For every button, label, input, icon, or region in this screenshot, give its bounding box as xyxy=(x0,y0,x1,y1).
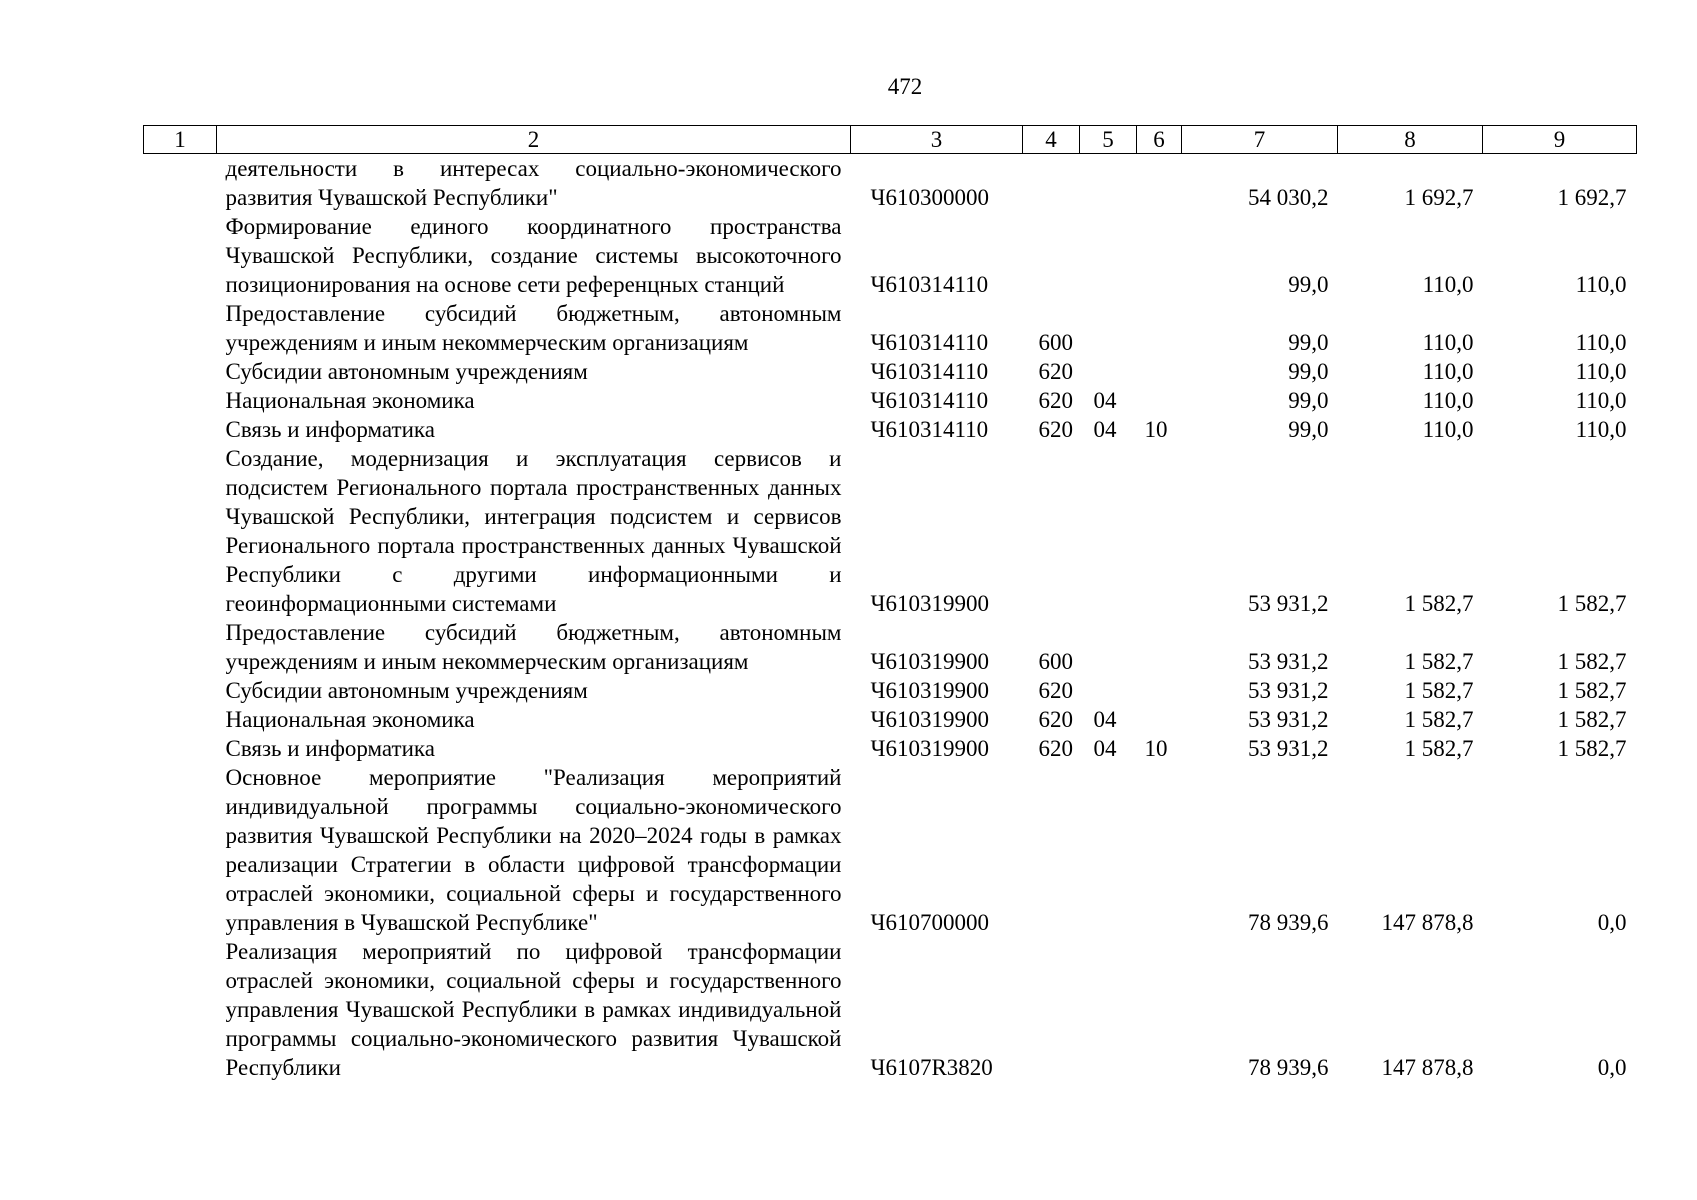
row-description: деятельности в интересах социально-экономического развития Чувашской Республики" xyxy=(225,156,842,210)
row-section: 04 xyxy=(1093,417,1117,442)
row-section: 04 xyxy=(1093,388,1117,413)
row-section xyxy=(1080,618,1137,676)
row-amount-col8: 1 582,7 xyxy=(1404,591,1474,616)
row-subsection xyxy=(1137,763,1182,937)
row-expense-type: 620 xyxy=(1038,359,1073,384)
table-header xyxy=(144,126,1637,154)
row-amount-col7: 78 939,6 xyxy=(1248,1055,1329,1080)
row-amount-col7: 53 931,2 xyxy=(1248,736,1329,761)
row-description: Связь и информатика xyxy=(225,736,435,761)
table-row xyxy=(144,154,1637,213)
row-amount-col7: 78 939,6 xyxy=(1248,910,1329,935)
column-header: 2 xyxy=(217,126,851,154)
row-section xyxy=(1080,444,1137,618)
row-spacer-cell xyxy=(144,357,217,386)
row-amount-col9: 1 582,7 xyxy=(1557,591,1627,616)
row-description: Предоставление субсидий бюджетным, автономным учреждениям и иным некоммерческим организациям xyxy=(225,620,842,674)
row-amount-col7: 99,0 xyxy=(1288,417,1329,442)
row-spacer-cell xyxy=(144,386,217,415)
row-subsection xyxy=(1137,444,1182,618)
row-amount-col9: 0,0 xyxy=(1597,910,1627,935)
row-spacer-cell xyxy=(144,763,217,937)
row-spacer-cell xyxy=(144,937,217,1082)
row-amount-col8: 110,0 xyxy=(1422,417,1474,442)
row-amount-col7: 99,0 xyxy=(1288,272,1329,297)
row-subsection xyxy=(1137,212,1182,299)
row-description: Формирование единого координатного пространства Чувашской Республики, создание системы высокоточного позиционирования на основе сети референцных станций xyxy=(225,214,842,297)
row-spacer-cell xyxy=(144,676,217,705)
row-subsection xyxy=(1137,705,1182,734)
row-expense-type xyxy=(1023,444,1080,618)
row-amount-col8: 147 878,8 xyxy=(1381,1055,1474,1080)
table-row xyxy=(144,734,1637,763)
row-amount-col9: 110,0 xyxy=(1575,330,1627,355)
row-amount-col8: 1 582,7 xyxy=(1404,678,1474,703)
row-code: Ч610314110 xyxy=(870,330,989,355)
row-expense-type: 620 xyxy=(1038,736,1073,761)
row-amount-col9: 1 582,7 xyxy=(1557,736,1627,761)
row-subsection xyxy=(1137,618,1182,676)
row-expense-type xyxy=(1023,212,1080,299)
row-code: Ч610319900 xyxy=(870,707,989,732)
row-spacer-cell xyxy=(144,444,217,618)
column-header: 9 xyxy=(1483,126,1637,154)
row-amount-col7: 53 931,2 xyxy=(1248,591,1329,616)
row-code: Ч610319900 xyxy=(870,591,989,616)
table-row xyxy=(144,299,1637,357)
row-spacer-cell xyxy=(144,299,217,357)
row-spacer-cell xyxy=(144,705,217,734)
row-amount-col7: 99,0 xyxy=(1288,359,1329,384)
row-subsection: 10 xyxy=(1144,417,1168,442)
table-row xyxy=(144,705,1637,734)
row-description: Предоставление субсидий бюджетным, автономным учреждениям и иным некоммерческим организациям xyxy=(225,301,842,355)
row-amount-col8: 147 878,8 xyxy=(1381,910,1474,935)
row-section xyxy=(1080,676,1137,705)
row-amount-col7: 53 931,2 xyxy=(1248,707,1329,732)
row-section xyxy=(1080,937,1137,1082)
row-expense-type: 600 xyxy=(1038,330,1073,355)
row-expense-type xyxy=(1023,937,1080,1082)
row-amount-col9: 110,0 xyxy=(1575,272,1627,297)
table-row xyxy=(144,618,1637,676)
row-description: Создание, модернизация и эксплуатация сервисов и подсистем Регионального портала пространственных данных Чувашской Республики, интеграция подсистем и сервисов Регионального портала пространственных данных Чувашской Республики с другими информационными и геоинформационными системами xyxy=(225,446,842,616)
budget-table xyxy=(143,125,1637,1082)
row-section xyxy=(1080,212,1137,299)
row-amount-col9: 1 582,7 xyxy=(1557,707,1627,732)
row-spacer-cell xyxy=(144,734,217,763)
row-subsection xyxy=(1137,386,1182,415)
table-row xyxy=(144,212,1637,299)
row-amount-col8: 110,0 xyxy=(1422,359,1474,384)
page-number: 472 xyxy=(887,74,923,99)
row-subsection xyxy=(1137,937,1182,1082)
row-amount-col9: 1 582,7 xyxy=(1557,649,1627,674)
row-amount-col9: 1 582,7 xyxy=(1557,678,1627,703)
column-header: 6 xyxy=(1137,126,1182,154)
row-expense-type xyxy=(1023,763,1080,937)
column-header: 8 xyxy=(1338,126,1483,154)
row-amount-col8: 1 692,7 xyxy=(1404,185,1474,210)
row-expense-type xyxy=(1023,154,1080,213)
row-amount-col8: 110,0 xyxy=(1422,388,1474,413)
row-amount-col9: 0,0 xyxy=(1597,1055,1627,1080)
column-header: 4 xyxy=(1023,126,1080,154)
row-code: Ч610314110 xyxy=(870,359,989,384)
row-amount-col7: 53 931,2 xyxy=(1248,678,1329,703)
row-amount-col8: 1 582,7 xyxy=(1404,736,1474,761)
row-code: Ч610700000 xyxy=(870,910,989,935)
row-code: Ч610319900 xyxy=(870,649,989,674)
row-amount-col9: 110,0 xyxy=(1575,388,1627,413)
column-header: 3 xyxy=(851,126,1023,154)
table-row xyxy=(144,386,1637,415)
row-amount-col8: 1 582,7 xyxy=(1404,649,1474,674)
table-row xyxy=(144,357,1637,386)
row-spacer-cell xyxy=(144,618,217,676)
row-amount-col7: 53 931,2 xyxy=(1248,649,1329,674)
row-section xyxy=(1080,299,1137,357)
row-expense-type: 620 xyxy=(1038,388,1073,413)
row-description: Национальная экономика xyxy=(225,388,475,413)
row-amount-col9: 110,0 xyxy=(1575,359,1627,384)
row-expense-type: 620 xyxy=(1038,678,1073,703)
row-amount-col9: 1 692,7 xyxy=(1557,185,1627,210)
column-header: 5 xyxy=(1080,126,1137,154)
row-subsection xyxy=(1137,357,1182,386)
row-expense-type: 600 xyxy=(1038,649,1073,674)
row-amount-col7: 54 030,2 xyxy=(1248,185,1329,210)
row-amount-col8: 110,0 xyxy=(1422,330,1474,355)
row-section xyxy=(1080,357,1137,386)
row-amount-col7: 99,0 xyxy=(1288,388,1329,413)
row-description: Национальная экономика xyxy=(225,707,475,732)
row-expense-type: 620 xyxy=(1038,707,1073,732)
row-section: 04 xyxy=(1093,736,1117,761)
table-row xyxy=(144,937,1637,1082)
row-amount-col8: 1 582,7 xyxy=(1404,707,1474,732)
row-code: Ч610319900 xyxy=(870,736,989,761)
row-amount-col9: 110,0 xyxy=(1575,417,1627,442)
row-subsection: 10 xyxy=(1144,736,1168,761)
table-body xyxy=(144,154,1637,1083)
row-code: Ч610314110 xyxy=(870,388,989,413)
row-amount-col7: 99,0 xyxy=(1288,330,1329,355)
table-row xyxy=(144,444,1637,618)
row-section xyxy=(1080,154,1137,213)
row-subsection xyxy=(1137,154,1182,213)
row-code: Ч610314110 xyxy=(870,272,989,297)
column-header: 1 xyxy=(144,126,217,154)
row-expense-type: 620 xyxy=(1038,417,1073,442)
row-description: Субсидии автономным учреждениям xyxy=(225,359,588,384)
row-description: Основное мероприятие "Реализация мероприятий индивидуальной программы социально-экономического развития Чувашской Республики на 2020–2024 годы в рамках реализации Стратегии в области цифровой трансформации отраслей экономики, социальной сферы и государственного управления в Чувашской Республике" xyxy=(225,765,842,935)
row-spacer-cell xyxy=(144,154,217,213)
row-description: Субсидии автономным учреждениям xyxy=(225,678,588,703)
table-row xyxy=(144,763,1637,937)
table-row xyxy=(144,415,1637,444)
row-code: Ч610319900 xyxy=(870,678,989,703)
row-section xyxy=(1080,763,1137,937)
row-subsection xyxy=(1137,299,1182,357)
row-subsection xyxy=(1137,676,1182,705)
row-section: 04 xyxy=(1093,707,1117,732)
row-code: Ч6107R3820 xyxy=(870,1055,993,1080)
row-spacer-cell xyxy=(144,212,217,299)
row-description: Связь и информатика xyxy=(225,417,435,442)
row-spacer-cell xyxy=(144,415,217,444)
row-description: Реализация мероприятий по цифровой трансформации отраслей экономики, социальной сферы и государственного управления Чувашской Республики в рамках индивидуальной программы социально-экономического развития Чувашской Республики xyxy=(225,939,842,1080)
column-header: 7 xyxy=(1182,126,1338,154)
header-row xyxy=(144,126,1637,154)
row-amount-col8: 110,0 xyxy=(1422,272,1474,297)
row-code: Ч610300000 xyxy=(870,185,989,210)
table-row xyxy=(144,676,1637,705)
row-code: Ч610314110 xyxy=(870,417,989,442)
